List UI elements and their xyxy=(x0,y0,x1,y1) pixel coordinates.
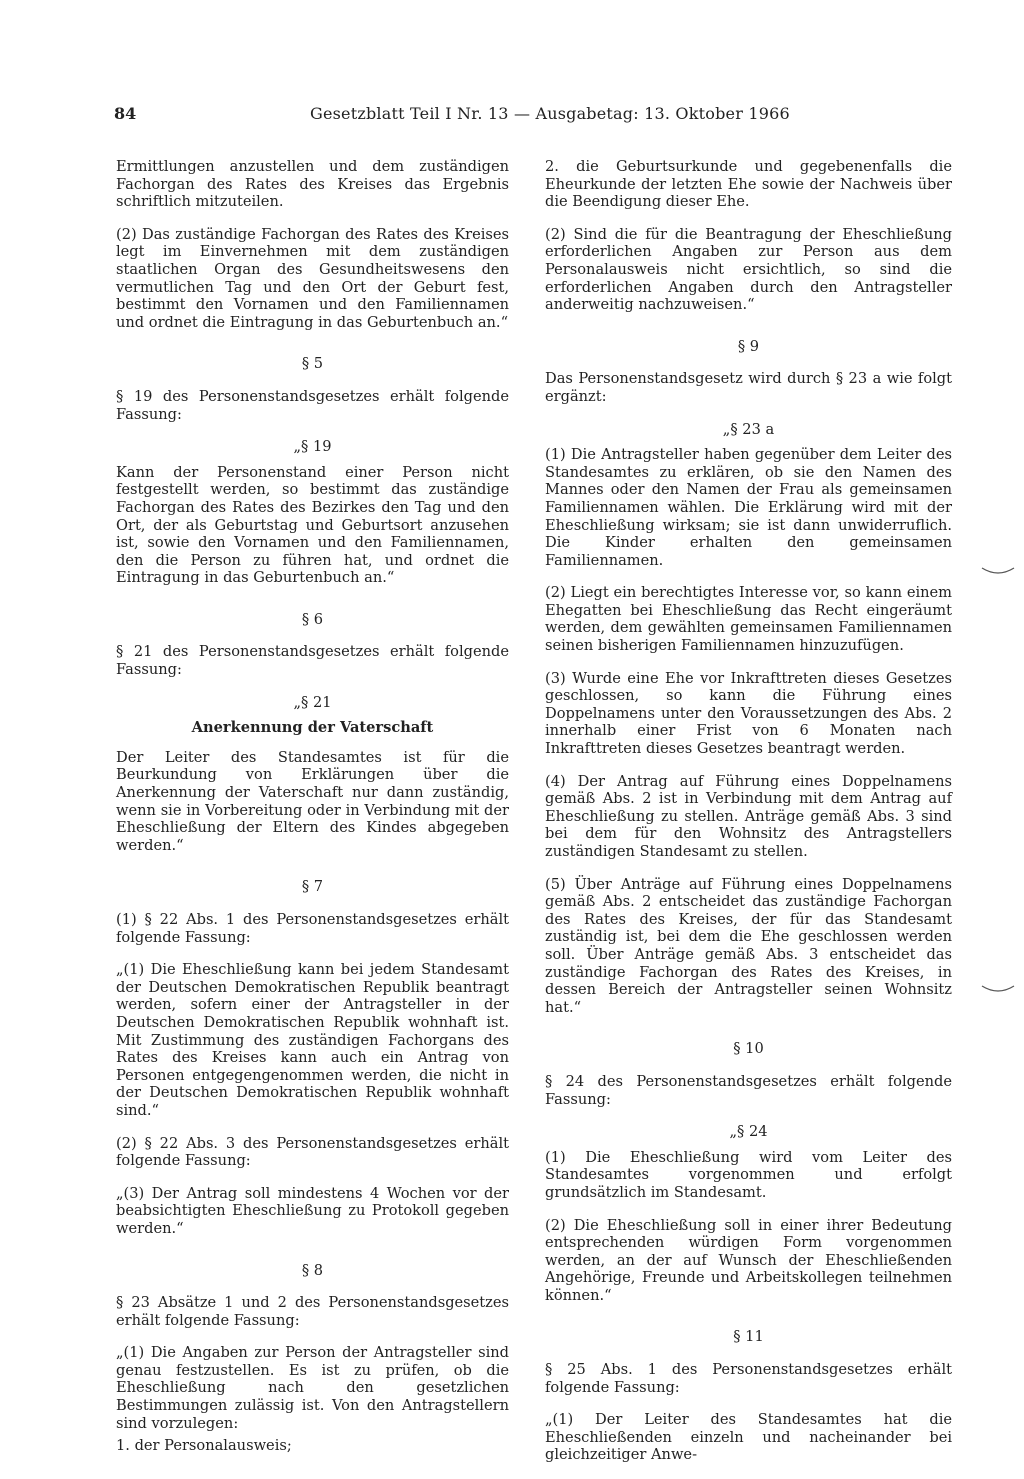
paragraph: (2) Liegt ein berechtigtes Interesse vor, so kann einem Ehegatten bei Eheschließung das Recht eingeräumt werden, dem gewählten gemeinsamen Familiennamen seinen bisherigen Familiennamen hinzuzufügen. xyxy=(545,584,952,655)
paragraph: „(1) Die Angaben zur Person der Antragsteller sind genau festzustellen. Es ist zu prüfen, ob die Eheschließung nach den gesetzlichen Bestimmungen zulässig ist. Von den Antragstellern sind vorzulegen: xyxy=(116,1344,509,1432)
section-heading: § 8 xyxy=(301,1261,324,1279)
section-heading: § 5 xyxy=(301,355,324,373)
paragraph: „(1) Der Leiter des Standesamtes hat die Eheschließenden einzeln und nacheinander bei gleichzeitiger Anwe- xyxy=(545,1411,952,1464)
quoted-section-title: „§ 23 a xyxy=(722,420,775,438)
list-item: 1. der Personalausweis; xyxy=(116,1437,292,1455)
paragraph: (5) Über Anträge auf Führung eines Doppelnamens gemäß Abs. 2 entscheidet das zuständige Fachorgan des Rates des Kreises, der für das Standesamt zuständig ist, bei dem die Ehe geschlossen werden soll. Über Anträge gemäß Abs. 3 entscheidet das zuständige Fachorgan des Rates des Kreises, in dessen Bereich der Antragsteller seinen Wohnsitz hat.“ xyxy=(545,875,952,1016)
paragraph: (2) Sind die für die Beantragung der Eheschließung erforderlichen Angaben zur Person aus dem Personalausweis nicht ersichtlich, so sind die erforderlichen Angaben durch den Antragsteller anderweitig nachzuweisen.“ xyxy=(545,225,952,314)
paragraph: § 25 Abs. 1 des Personenstandsgesetzes erhält folgende Fassung: xyxy=(545,1361,952,1396)
page-number: 84 xyxy=(114,104,137,123)
paragraph: § 19 des Personenstandsgesetzes erhält folgende Fassung: xyxy=(116,387,509,423)
section-heading: § 10 xyxy=(733,1040,764,1058)
section-heading: § 9 xyxy=(737,337,760,355)
quoted-section-title: „§ 19 xyxy=(293,438,332,456)
section-heading: § 6 xyxy=(301,610,324,628)
paragraph: „(1) Die Eheschließung kann bei jedem Standesamt der Deutschen Demokratischen Republik beantragt werden, sofern einer der Antragsteller in der Deutschen Demokratischen Republik wohnhaft ist. Mit Zustimmung des zuständigen Fachorgans des Rates des Kreises kann auch ein Antrag von Personen entgegengenommen werden, die nicht in der Deutschen Demokratischen Republik wohnhaft sind.“ xyxy=(116,961,509,1119)
paragraph: Das Personenstandsgesetz wird durch § 23 a wie folgt ergänzt: xyxy=(545,370,952,405)
section-heading: § 7 xyxy=(301,878,324,896)
paragraph: Ermittlungen anzustellen und dem zuständigen Fachorgan des Rates des Kreises das Ergebnis schriftlich mitzuteilen. xyxy=(116,158,509,211)
paragraph: (3) Wurde eine Ehe vor Inkrafttreten dieses Gesetzes geschlossen, so kann die Führung eines Doppelnamens unter den Voraussetzungen des Abs. 2 innerhalb einer Frist von 6 Monaten nach Inkrafttreten dieses Gesetzes beantragt werden. xyxy=(545,669,952,758)
paragraph: § 24 des Personenstandsgesetzes erhält folgende Fassung: xyxy=(545,1072,952,1108)
paragraph: (2) Das zuständige Fachorgan des Rates des Kreises legt im Einvernehmen mit dem zuständigen staatlichen Organ des Gesundheitswesens den vermutlichen Tag und den Ort der Geburt fest, bestimmt den Vornamen und den Familiennamen und ordnet die Eintragung in das Geburtenbuch an.“ xyxy=(116,225,509,331)
paragraph: (1) Die Eheschließung wird vom Leiter des Standesamtes vorgenommen und erfolgt grundsätzlich im Standesamt. xyxy=(545,1148,952,1201)
right-column xyxy=(545,158,952,1479)
paragraph: (1) Die Antragsteller haben gegenüber dem Leiter des Standesamtes zu erklären, ob sie den Namen des Mannes oder den Namen der Frau als gemeinsamen Familiennamen wählen. Die Erklärung wird mit der Eheschließung wirksam; sie ist dann unwiderruflich. Die Kinder erhalten den gemeinsamen Familiennamen. xyxy=(545,446,952,569)
paragraph: „(3) Der Antrag soll mindestens 4 Wochen vor der beabsichtigten Eheschließung zu Protokoll gegeben werden.“ xyxy=(116,1184,509,1237)
paragraph: § 23 Absätze 1 und 2 des Personenstandsgesetzes erhält folgende Fassung: xyxy=(116,1294,509,1329)
section-subtitle: Anerkennung der Vaterschaft xyxy=(191,719,434,737)
paragraph: (1) § 22 Abs. 1 des Personenstandsgesetzes erhält folgende Fassung: xyxy=(116,911,509,946)
paragraph: (2) § 22 Abs. 3 des Personenstandsgesetzes erhält folgende Fassung: xyxy=(116,1134,509,1170)
paragraph: (2) Die Eheschließung soll in einer ihrer Bedeutung entsprechenden würdigen Form vorgenommen werden, an der auf Wunsch der Eheschließenden Angehörige, Freunde und Arbeitskollegen teilnehmen können.“ xyxy=(545,1216,952,1304)
quoted-section-title: „§ 24 xyxy=(729,1123,768,1141)
quoted-section-title: „§ 21 xyxy=(293,693,332,711)
section-heading: § 11 xyxy=(733,1328,764,1346)
paragraph: (4) Der Antrag auf Führung eines Doppelnamens gemäß Abs. 2 ist in Verbindung mit dem Antrag auf Eheschließung zu stellen. Anträge gemäß Abs. 3 sind bei dem für den Wohnsitz des Antragstellers zuständigen Standesamt zu stellen. xyxy=(545,772,952,860)
paragraph: 2. die Geburtsurkunde und gegebenenfalls die Eheurkunde der letzten Ehe sowie der Nachweis über die Beendigung dieser Ehe. xyxy=(545,158,952,211)
left-column xyxy=(116,158,509,1470)
paragraph: Kann der Personenstand einer Person nicht festgestellt werden, so bestimmt das zuständige Fachorgan des Rates des Bezirkes den Tag und den Ort, der als Geburtstag und Geburtsort anzusehen ist, sowie den Vornamen und den Familiennamen, den die Person zu führen hat, und ordnet die Eintragung in das Geburtenbuch an.“ xyxy=(116,463,509,587)
header-title: Gesetzblatt Teil I Nr. 13 — Ausgabetag: 13. Oktober 1966 xyxy=(310,104,790,123)
paragraph: § 21 des Personenstandsgesetzes erhält folgende Fassung: xyxy=(116,643,509,679)
margin-mark xyxy=(980,565,1020,577)
margin-mark xyxy=(980,983,1020,995)
paragraph: Der Leiter des Standesamtes ist für die Beurkundung von Erklärungen über die Anerkennung der Vaterschaft nur dann zuständig, wenn sie in Vorbereitung oder in Verbindung mit der Eheschließung der Eltern des Kindes abgegeben werden.“ xyxy=(116,748,509,854)
